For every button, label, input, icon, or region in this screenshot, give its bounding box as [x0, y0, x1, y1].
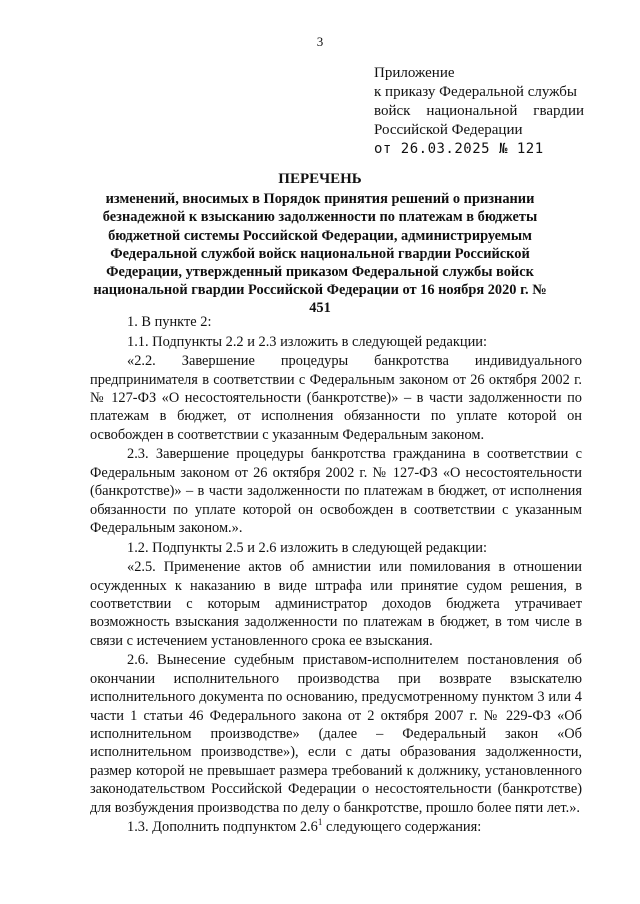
- appendix-line-1: Приложение: [374, 65, 455, 81]
- paragraph-1-3: 1.3. Дополнить подпунктом $2.6^1$ следующего содержания:: [127, 817, 482, 836]
- appendix-line-2: к приказу Федеральной службы: [374, 84, 578, 100]
- page-number: 3: [316, 34, 324, 49]
- paragraph-2-2: «2.2. Завершение процедуры банкротства индивидуального предпринимателя в соответствии с Федеральным законом от 26 октября 2002 г. № 127-ФЗ «О несостоятельности (банкротстве)» – в части задолженности по платежам в бюджет, от исполнения обязанности по уплате которой он освобожден в соответствии с указанным Федеральным законом.: [90, 353, 582, 443]
- paragraph-2-5: «2.5. Применение актов об амнистии или помилования в отношении осужденных к наказанию в виде штрафа или принятие судом решения, в соответствии с которым администратор доходов бюджета утрачивает возможность взыскания задолженности по платежам в бюджет, в том числе в связи с истечением установленного срока ее взыскания.: [90, 559, 582, 649]
- paragraph-2-3: 2.3. Завершение процедуры банкротства гражданина в соответствии с Федеральным законом от 26 октября 2002 г. № 127-ФЗ «О несостоятельности (банкротстве)» – в части задолженности по платежам в бюджет, от исполнения обязанности по уплате которой он освобожден в соответствии с указанным Федеральным законом.».: [90, 446, 582, 537]
- paragraph-1-1: 1.1. Подпункты 2.2 и 2.3 изложить в следующей редакции:: [127, 333, 487, 350]
- paragraph-1: 1. В пункте 2:: [127, 314, 212, 330]
- document-body: [90, 313, 582, 837]
- appendix-block: [374, 64, 584, 159]
- appendix-line-3: войск национальной гвардии: [374, 103, 584, 119]
- appendix-date-number: от 26.03.2025 № 121: [374, 141, 544, 157]
- appendix-line-4: Российской Федерации: [374, 122, 523, 138]
- document-title: ПЕРЕЧЕНЬ: [278, 171, 362, 187]
- paragraph-2-6: 2.6. Вынесение судебным приставом-исполнителем постановления об окончании исполнительного производства при возврате взыскателю исполнительного документа по основанию, предусмотренному пунктом 3 или 4 части 1 статьи 46 Федерального закона от 2 октября 2007 г. № 229-ФЗ «Об исполнительном производстве» (далее – Федеральный закон «Об исполнительном производстве»), если с даты образования задолженности, размер которой не превышает размера требований к должнику, установленного законодательством Российской Федерации о несостоятельности (банкротстве) для возбуждения производства по делу о банкротстве, прошло более пяти лет.».: [90, 652, 582, 816]
- document-heading: [90, 170, 550, 318]
- paragraph-1-2: 1.2. Подпункты 2.5 и 2.6 изложить в следующей редакции:: [127, 539, 487, 556]
- document-subtitle: изменений, вносимых в Порядок принятия решений о признании безнадежной к взысканию задолженности по платежам в бюджеты бюджетной системы Российской Федерации, администрируемым Федеральной службой войск национальной гвардии Российской Федерации, утвержденный приказом Федеральной службы войск национальной гвардии Российской Федерации от 16 ноября 2020 г. № 451: [93, 191, 547, 317]
